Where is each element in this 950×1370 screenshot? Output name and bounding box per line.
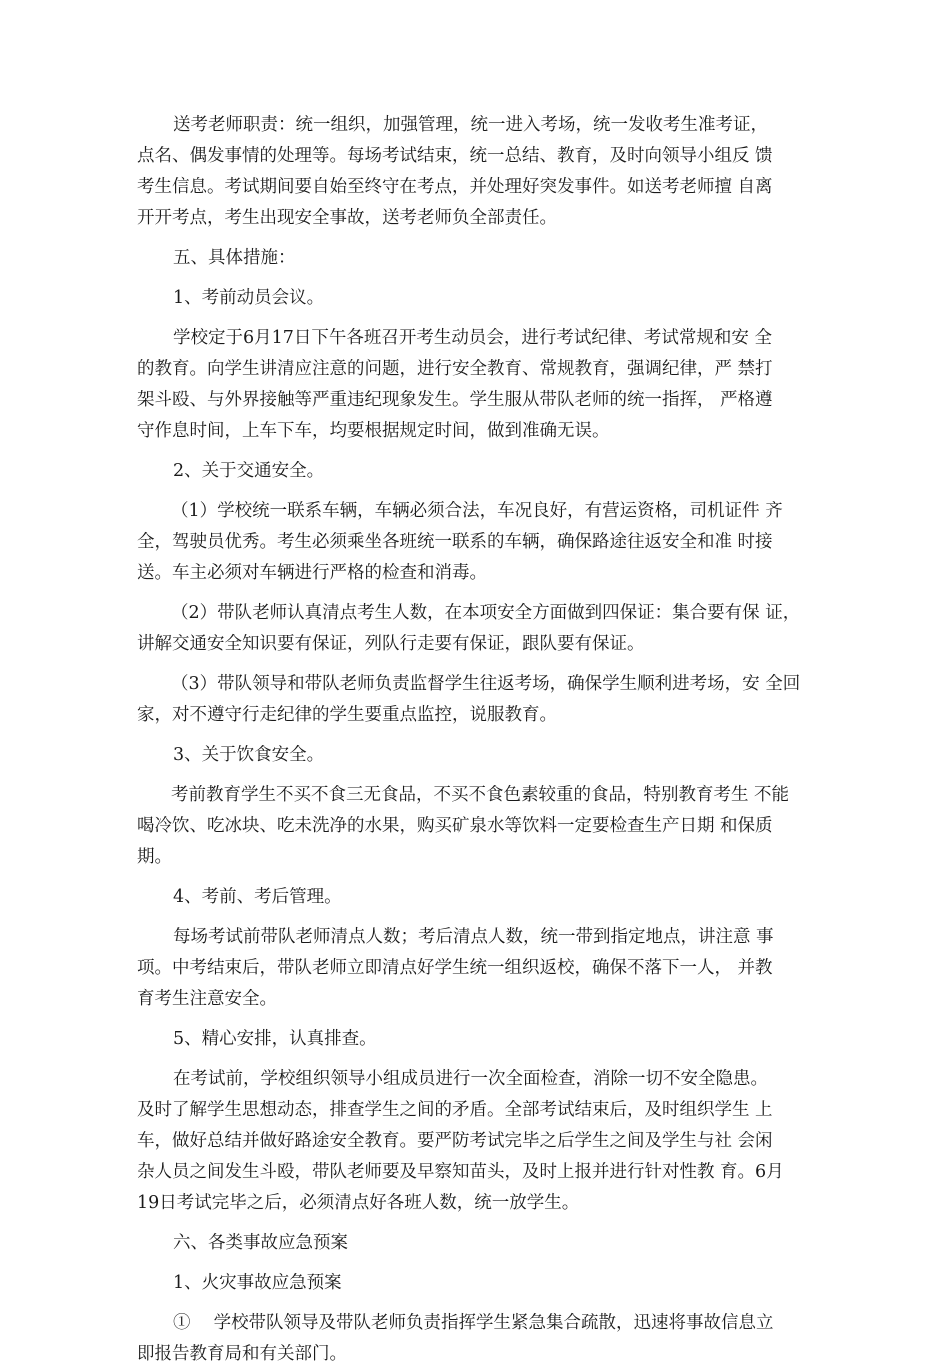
- text-line: 送考老师职责：统一组织，加强管理，统一进入考场，统一发收考生准考证，: [173, 115, 768, 135]
- paragraph-gap: [137, 1259, 817, 1268]
- text-line: （3）带队领导和带队老师负责监督学生往返考场，确保学生顺利进考场，安 全回: [171, 674, 801, 694]
- text-line: 送。车主必须对车辆进行严格的检查和消毒。: [137, 563, 487, 583]
- text-line: 3、关于饮食安全。: [173, 745, 325, 765]
- text-line: 学校定于6月17日下午各班召开考生动员会，进行考试纪律、考试常规和安 全: [173, 328, 772, 348]
- paragraph-gap: [137, 314, 817, 323]
- text-line: 的教育。向学生讲清应注意的问题，进行安全教育、常规教育，强调纪律，严 禁打: [137, 359, 773, 379]
- paragraph-gap: [137, 873, 817, 882]
- text-line: 育考生注意安全。: [137, 989, 277, 1009]
- text-line: 点名、偶发事情的处理等。每场考试结束，统一总结、教育，及时向领导小组反 馈: [137, 146, 773, 166]
- text-line: 19日考试完毕之后，必须清点好各班人数，统一放学生。: [137, 1193, 580, 1213]
- text-line: 全，驾驶员优秀。考生必须乘坐各班统一联系的车辆，确保路途往返安全和准 时接: [137, 532, 773, 552]
- text-line: 家，对不遵守行走纪律的学生要重点监控，说服教育。: [137, 705, 557, 725]
- text-line: 5、精心安排，认真排查。: [173, 1029, 377, 1049]
- text-line: （2）带队老师认真清点考生人数，在本项安全方面做到四保证：集合要有保 证，: [171, 603, 801, 623]
- paragraph-gap: [137, 731, 817, 740]
- text-line: 六、各类事故应急预案: [173, 1233, 348, 1253]
- paragraph-gap: [137, 771, 817, 780]
- text-line: 4、考前、考后管理。: [173, 887, 342, 907]
- paragraph-gap: [137, 1015, 817, 1024]
- paragraph-gap: [137, 1219, 817, 1228]
- text-line: 1、火灾事故应急预案: [173, 1273, 342, 1293]
- text-line: 杂人员之间发生斗殴，带队老师要及早察知苗头，及时上报并进行针对性教 育。6月: [137, 1162, 784, 1182]
- paragraph-gap: [137, 447, 817, 456]
- paragraph-gap: [137, 1299, 817, 1308]
- text-line: 喝冷饮、吃冰块、吃未洗净的水果，购买矿泉水等饮料一定要检查生产日期 和保质: [137, 816, 773, 836]
- paragraph-gap: [137, 234, 817, 243]
- text-line: 讲解交通安全知识要有保证，列队行走要有保证，跟队要有保证。: [137, 634, 645, 654]
- text-line: 及时了解学生思想动态，排查学生之间的矛盾。全部考试结束后，及时组织学生 上: [137, 1100, 773, 1120]
- text-line: 项。中考结束后，带队老师立即清点好学生统一组织返校，确保不落下一人， 并教: [137, 958, 773, 978]
- paragraph-gap: [137, 274, 817, 283]
- text-line: （1）学校统一联系车辆，车辆必须合法，车况良好，有营运资格，司机证件 齐: [171, 501, 783, 521]
- paragraph-gap: [137, 660, 817, 669]
- text-line: 车，做好总结并做好路途安全教育。要严防考试完毕之后学生之间及学生与社 会闲: [137, 1131, 773, 1151]
- text-line: 即报告教育局和有关部门。: [137, 1344, 347, 1364]
- document-page: [137, 110, 817, 1370]
- text-line: 五、具体措施：: [173, 248, 296, 268]
- text-line: ① 学校带队领导及带队老师负责指挥学生紧急集合疏散，迅速将事故信息立: [173, 1313, 774, 1333]
- paragraph-gap: [137, 1055, 817, 1064]
- paragraph-gap: [137, 487, 817, 496]
- text-line: 考前教育学生不买不食三无食品，不买不食色素较重的食品，特别教育考生 不能: [171, 785, 790, 805]
- paragraph-gap: [137, 913, 817, 922]
- text-line: 考生信息。考试期间要自始至终守在考点，并处理好突发事件。如送考老师擅 自离: [137, 177, 773, 197]
- text-line: 开开考点，考生出现安全事故，送考老师负全部责任。: [137, 208, 557, 228]
- text-line: 每场考试前带队老师清点人数；考后清点人数，统一带到指定地点，讲注意 事: [173, 927, 774, 947]
- text-line: 守作息时间，上车下车，均要根据规定时间，做到准确无误。: [137, 421, 610, 441]
- text-line: 架斗殴、与外界接触等严重违纪现象发生。学生服从带队老师的统一指挥， 严格遵: [137, 390, 773, 410]
- text-line: 2、关于交通安全。: [173, 461, 325, 481]
- paragraph-gap: [137, 589, 817, 598]
- text-line: 1、考前动员会议。: [173, 288, 325, 308]
- text-line: 期。: [137, 847, 172, 867]
- text-line: 在考试前，学校组织领导小组成员进行一次全面检查，消除一切不安全隐患。: [173, 1069, 768, 1089]
